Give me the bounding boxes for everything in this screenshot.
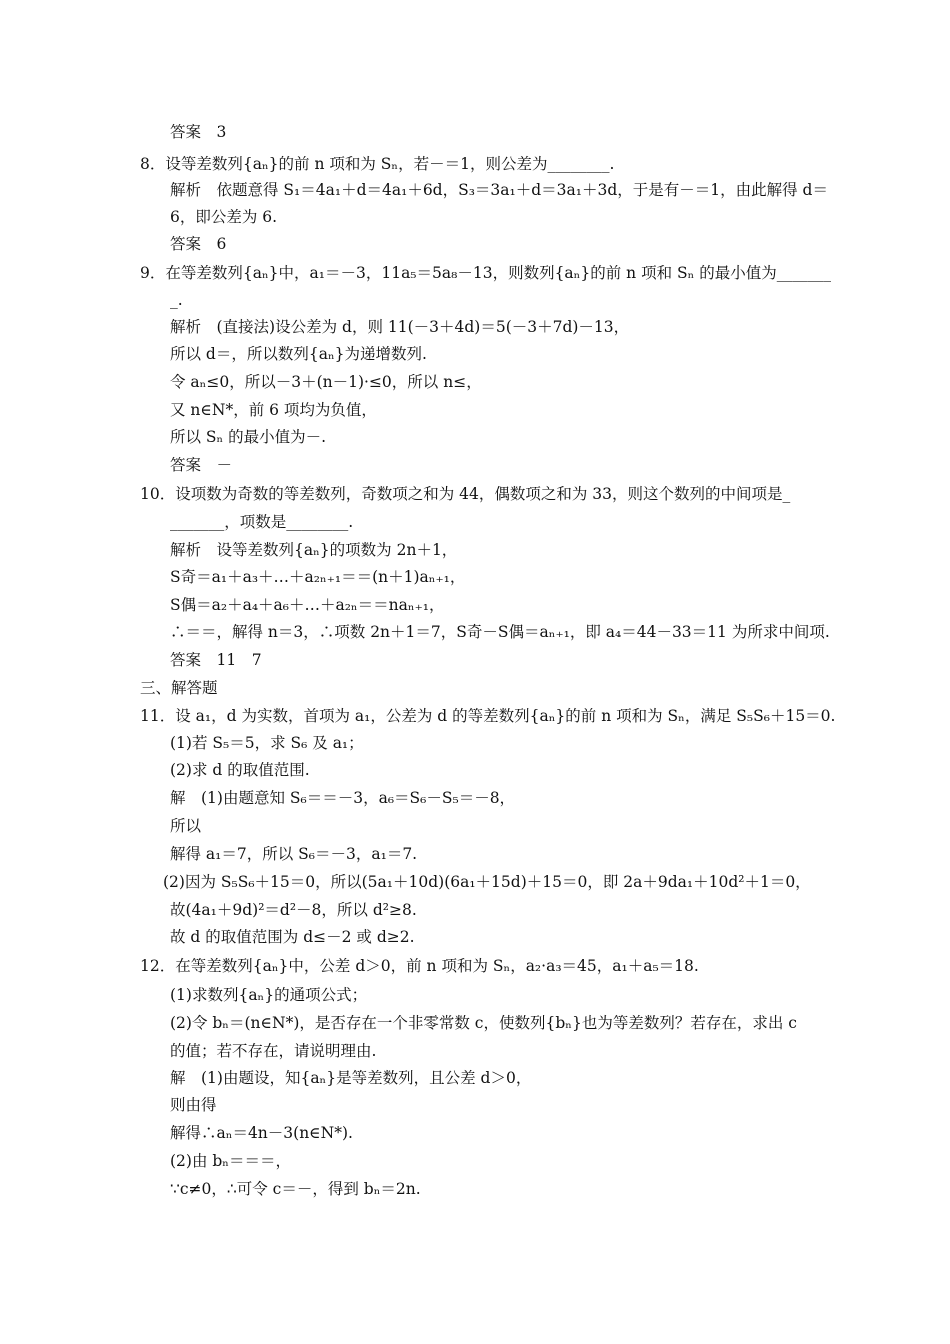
problem-10: 10．设项数为奇数的等差数列，奇数项之和为 44，偶数项之和为 33，则这个数列的中间项是_	[140, 485, 791, 503]
problem-12-solution-line-3: 解得∴aₙ＝4n－3(n∈N*).	[170, 1124, 353, 1142]
section-heading: 三、解答题	[140, 679, 218, 697]
problem-11-solution-line-1: 解 (1)由题意知 S₆＝＝－3，a₆＝S₆－S₅＝－8，	[170, 789, 516, 807]
problem-12-part-1: (1)求数列{aₙ}的通项公式；	[170, 986, 368, 1004]
problem-12-solution-line-4: (2)由 bₙ＝＝＝，	[170, 1152, 292, 1170]
problem-11-solution-line-2: 所以	[170, 817, 202, 835]
problem-10-analysis-line-4: ∴＝＝，解得 n＝3，∴项数 2n＋1＝7，S奇－S偶＝aₙ₊₁，即 a₄＝44－33＝11 为所求中间项.	[170, 623, 830, 641]
problem-12: 12．在等差数列{aₙ}中，公差 d＞0，前 n 项和为 Sₙ，a₂·a₃＝45，a₁＋a₅＝18.	[140, 957, 699, 975]
problem-9-analysis-line-5: 所以 Sₙ 的最小值为－.	[170, 428, 327, 446]
problem-9-analysis-line-1: 解析 (直接法)设公差为 d，则 11(－3＋4d)＝5(－3＋7d)－13，	[170, 318, 630, 336]
answer-8: 答案 6	[170, 235, 227, 253]
answer-9: 答案 －	[170, 456, 233, 474]
problem-8-analysis-line-1: 解析 依题意得 S₁＝4a₁＋d＝4a₁＋6d，S₃＝3a₁＋d＝3a₁＋3d，于是有－＝1，由此解得 d＝	[170, 181, 828, 199]
problem-8: 8．设等差数列{aₙ}的前 n 项和为 Sₙ，若－＝1，则公差为________.	[140, 155, 615, 173]
problem-8-analysis-line-2: 6，即公差为 6.	[170, 208, 278, 226]
answer-7: 答案 3	[170, 123, 227, 141]
problem-12-solution-line-1: 解 (1)由题设，知{aₙ}是等差数列，且公差 d＞0，	[170, 1069, 532, 1087]
problem-9: 9．在等差数列{aₙ}中，a₁＝－3，11a₅＝5a₈－13，则数列{aₙ}的前 n 项和 Sₙ 的最小值为_______	[140, 264, 832, 282]
problem-9-analysis-line-2: 所以 d＝，所以数列{aₙ}为递增数列.	[170, 345, 427, 363]
problem-11-solution-line-5: 故(4a₁＋9d)²＝d²－8，所以 d²≥8.	[170, 901, 417, 919]
problem-12-part-2: (2)令 bₙ＝(n∈N*)，是否存在一个非零常数 c，使数列{bₙ}也为等差数列？若存在，求出 c	[170, 1014, 797, 1032]
problem-11-solution-line-4: (2)因为 S₅S₆＋15＝0，所以(5a₁＋10d)(6a₁＋15d)＋15＝0，即 2a＋9da₁＋10d²＋1＝0，	[163, 873, 811, 891]
problem-9-analysis-line-3: 令 aₙ≤0，所以－3＋(n－1)·≤0，所以 n≤，	[170, 373, 482, 391]
problem-9-blank-continued: _.	[170, 291, 183, 309]
problem-12-solution-line-5: ∵c≠0，∴可令 c＝－，得到 bₙ＝2n.	[170, 1180, 421, 1198]
answer-10: 答案 11 7	[170, 651, 262, 669]
problem-12-solution-line-2: 则由得	[170, 1096, 217, 1114]
problem-11: 11．设 a₁，d 为实数，首项为 a₁，公差为 d 的等差数列{aₙ}的前 n 项和为 Sₙ，满足 S₅S₆＋15＝0.	[140, 707, 836, 725]
problem-11-solution-line-3: 解得 a₁＝7，所以 S₆＝－3，a₁＝7.	[170, 845, 418, 863]
problem-11-part-2: (2)求 d 的取值范围.	[170, 761, 310, 779]
problem-9-analysis-line-4: 又 n∈N*，前 6 项均为负值，	[170, 401, 377, 419]
problem-10-analysis-line-1: 解析 设等差数列{aₙ}的项数为 2n＋1，	[170, 541, 458, 559]
problem-10-analysis-line-2: S奇＝a₁＋a₃＋…＋a₂ₙ₊₁＝＝(n＋1)aₙ₊₁，	[170, 568, 466, 586]
problem-10-continued: _______，项数是________.	[170, 513, 354, 531]
problem-11-solution-line-6: 故 d 的取值范围为 d≤－2 或 d≥2.	[170, 928, 415, 946]
problem-11-part-1: (1)若 S₅＝5，求 S₆ 及 a₁；	[170, 734, 364, 752]
problem-12-part-2-continued: 的值；若不存在，请说明理由.	[170, 1042, 377, 1060]
problem-10-analysis-line-3: S偶＝a₂＋a₄＋a₆＋…＋a₂ₙ＝＝naₙ₊₁，	[170, 596, 445, 614]
